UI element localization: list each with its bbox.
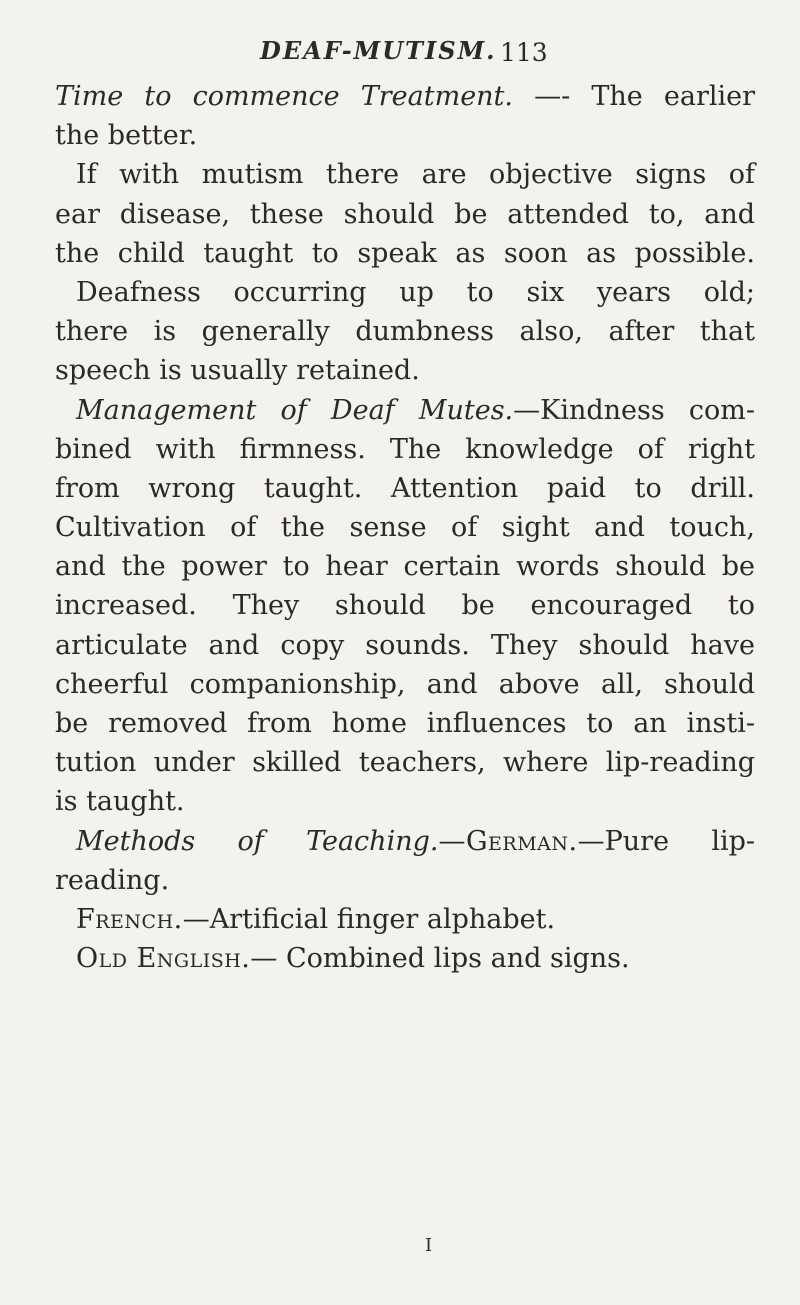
text-line bbox=[55, 900, 755, 939]
text-line bbox=[55, 822, 755, 861]
text-line: speech is usually retained. bbox=[55, 355, 420, 387]
text-line: the child taught to speak as soon as possible. bbox=[55, 237, 755, 269]
running-head bbox=[0, 28, 800, 68]
text-line: from wrong taught. Attention paid to drill. bbox=[55, 472, 755, 504]
text-line: Deafness occurring up to six years old; bbox=[76, 276, 755, 308]
method-name: French. bbox=[76, 903, 183, 935]
text-line: the better. bbox=[55, 120, 198, 152]
section-heading-methods: Methods of Teaching. bbox=[76, 825, 439, 857]
signature-mark: I bbox=[425, 1235, 433, 1256]
text-run: —Kindness com- bbox=[513, 394, 756, 426]
text-line bbox=[55, 391, 755, 430]
text-line: reading. bbox=[55, 864, 170, 896]
section-heading-management: Management of Deaf Mutes. bbox=[76, 394, 514, 426]
text-line: articulate and copy sounds. They should have bbox=[55, 629, 755, 661]
text-run: —- The earlier bbox=[513, 81, 756, 112]
section-heading-treatment: Time to commence Treatment. bbox=[55, 81, 513, 112]
method-name: —German. bbox=[438, 825, 578, 857]
text-line: and the power to hear certain words should be bbox=[55, 551, 755, 583]
text-line: Cultivation of the sense of sight and touch, bbox=[55, 512, 755, 544]
text-line: tution under skilled teachers, where lip-reading bbox=[55, 747, 755, 779]
text-line: there is generally dumbness also, after that bbox=[55, 316, 755, 348]
text-line: be removed from home influences to an insti- bbox=[55, 708, 755, 739]
text-line: increased. They should be encouraged to bbox=[55, 590, 755, 622]
text-line: ear disease, these should be attended to, and bbox=[55, 198, 755, 230]
text-run: —Pure lip- bbox=[577, 825, 756, 857]
text-run: — Combined lips and signs. bbox=[250, 943, 630, 975]
text-line: If with mutism there are objective signs of bbox=[76, 159, 755, 191]
method-name: Old English. bbox=[76, 943, 251, 975]
body-text bbox=[55, 77, 755, 978]
text-run: —Artificial finger alphabet. bbox=[182, 903, 556, 935]
text-line bbox=[55, 939, 755, 978]
text-line bbox=[55, 77, 755, 116]
page-number: 113 bbox=[500, 38, 548, 67]
running-title: DEAF-MUTISM. bbox=[260, 36, 497, 65]
text-line: cheerful companionship, and above all, should bbox=[55, 668, 755, 700]
text-line: bined with firmness. The knowledge of right bbox=[55, 433, 755, 465]
text-line: is taught. bbox=[55, 786, 185, 818]
